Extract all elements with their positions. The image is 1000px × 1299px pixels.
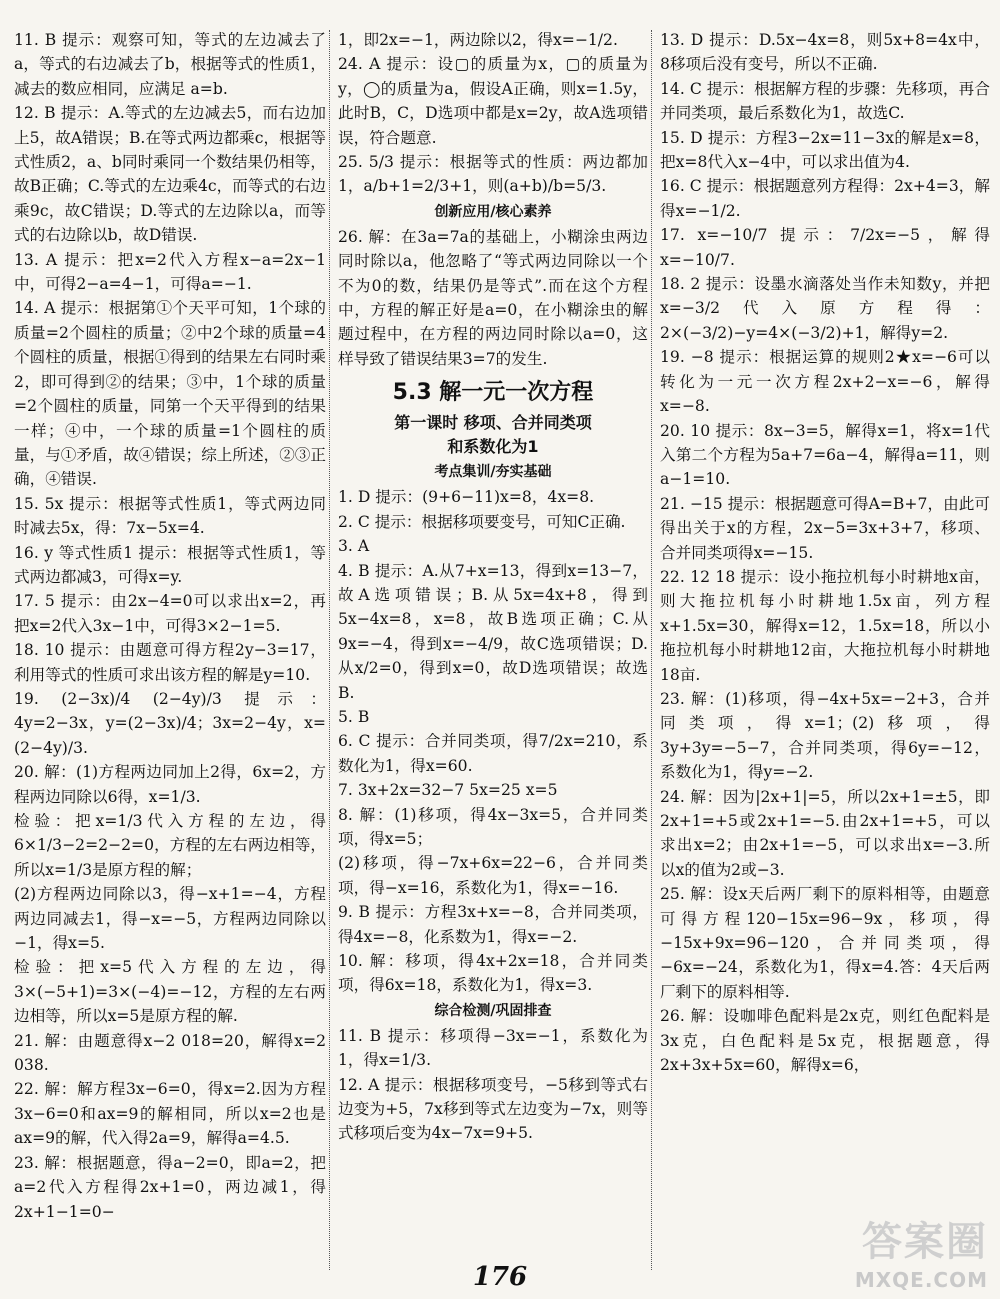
- answer-item: 检验：把x=5代入方程的左边，得3×(−5+1)=3×(−4)=−12，方程的左右两边相等，所以x=5是原方程的解.: [14, 958, 326, 1026]
- lesson-title: 第一课时 移项、合并同类项: [394, 413, 592, 433]
- answer-item: 1，即2x=−1，两边除以2，得x=−1/2.: [338, 31, 618, 49]
- answer-item: 13. A 提示：把x=2代入方程x−a=2x−1中，可得2−a=4−1，可得a=−1.: [14, 250, 326, 294]
- answer-item: 18. 2 提示：设墨水滴落处当作未知数y，并把x=−3/2代入原方程得：2×(−3/2)−y=4×(−3/2)+1，解得y=2.: [660, 275, 990, 342]
- answer-item: 1. D 提示：(9+6−11)x=8，4x=8.: [338, 488, 595, 507]
- answer-item: 17. x=−10/7 提示：7/2x=−5，解得x=−10/7.: [660, 226, 990, 269]
- answer-item: 6. C 提示：合并同类项，得7/2x=210，系数化为1，得x=60.: [338, 732, 648, 775]
- answer-item: 10. 解：移项，得4x+2x=18，合并同类项，得6x=18，系数化为1，得x=3.: [338, 952, 648, 995]
- answer-item: 4. B 提示：A.从7+x=13，得到x=13−7，故A选项错误；B.从5x=4x+8，得到5x−4x=8，x=8，故B选项正确；C.从9x=−4，得到x=−4/9，故C选项错误；D.从x/2=0，得到x=0，故D选项错误；故选B.: [338, 561, 648, 702]
- column-middle: [338, 28, 648, 1146]
- answer-item: 20. 10 提示：8x−3=5，解得x=1，将x=1代入第二个方程为5a+7=6a−4，解得a=11，则a−1=10.: [660, 421, 990, 489]
- answer-item: 11. B 提示：观察可知，等式的左边减去了a，等式的右边减去了b，根据等式的性质1，减去的数应相同，应满足 a=b.: [14, 31, 326, 98]
- answer-item: 3. A: [338, 537, 370, 556]
- answer-item: 20. 解：(1)方程两边同加上2得，6x=2，方程两边同除以6得，x=1/3.: [14, 763, 326, 806]
- answer-item: 14. A 提示：根据第①个天平可知，1个球的质量=2个圆柱的质量；②中2个球的质量=4个圆柱的质量，根据①得到的结果左右同时乘2，即可得到②的结果；③中，1个球的质量=2个圆柱的质量，同第一个天平得到的结果一样；④中，一个球的质量=1个圆柱的质量，与①矛盾，故④错误；综上所述，②③正确，④错误.: [14, 299, 326, 489]
- answer-item: 19. −8 提示：根据运算的规则2★x=−6可以转化为一元一次方程2x+2−x=−6，解得x=−8.: [660, 348, 990, 416]
- answer-item: 19. (2−3x)/4 (2−4y)/3 提示：4y=2−3x，y=(2−3x)/4；3x=2−4y，x=(2−4y)/3.: [14, 689, 326, 757]
- answer-item: 22. 12 18 提示：设小拖拉机每小时耕地x亩，则大拖拉机每小时耕地1.5x亩，列方程x+1.5x=30，解得x=12，1.5x=18，所以小拖拉机每小时耕地12亩，大拖拉机每小时耕地18亩.: [660, 567, 990, 684]
- answer-item: 21. −15 提示：根据题意可得A=B+7，由此可得出关于x的方程，2x−5=3x+3+7，移项、合并同类项得x=−15.: [660, 494, 990, 562]
- answer-item: 8. 解：(1)移项，得4x−3x=5，合并同类项，得x=5；: [338, 805, 648, 848]
- answer-item: 7. 3x+2x=32−7 5x=25 x=5: [338, 781, 558, 800]
- answer-item: 25. 5/3 提示：根据等式的性质：两边都加1，a/b+1=2/3+1，则(a+b)/b=5/3.: [338, 153, 648, 196]
- column-divider-left: [329, 30, 330, 1270]
- section-tag-innovation: 创新应用/核心素养: [434, 203, 552, 220]
- answer-item: 15. 5x 提示：根据等式性质1，等式两边同时减去5x，得：7x−5x=4.: [14, 494, 326, 538]
- answer-item: 23. 解：(1)移项，得−4x+5x=−2+3，合并同类项，得x=1；(2)移项，得3y+3y=−5−7，合并同类项，得6y=−12，系数化为1，得y=−2.: [660, 689, 990, 782]
- answer-item: 14. C 提示：根据解方程的步骤：先移项，再合并同类项，最后系数化为1，故选C.: [660, 79, 990, 123]
- answer-item: (2)方程两边同除以3，得−x+1=−4，方程两边同减去1，得−x=−5，方程两边同除以−1，得x=5.: [14, 885, 326, 953]
- lesson-title-line2: 和系数化为1: [447, 437, 539, 457]
- column-right: [660, 28, 990, 1077]
- answer-item: 26. 解：在3a=7a的基础上，小糊涂虫两边同时除以a，他忽略了“等式两边同除以一个不为0的数，结果仍是等式”.而在这个方程中，方程的解正好是a=0，在小糊涂虫的解题过程中，在方程的两边同时除以a=0，这样导致了错误结果3=7的发生.: [338, 227, 648, 368]
- column-left: [14, 28, 326, 1224]
- answer-item: 22. 解：解方程3x−6=0，得x=2.因为方程3x−6=0和ax=9的解相同，所以x=2也是ax=9的解，代入得2a=9，解得a=4.5.: [14, 1080, 326, 1148]
- answer-item: 24. A 提示：设▢的质量为x，▢的质量为y，◯的质量为a，假设A正确，则x=1.5y，此时B，C，D选项中都是x=2y，故A选项错误，符合题意.: [338, 55, 648, 147]
- watermark-site: MXQE.COM: [854, 1268, 988, 1292]
- column-divider-right: [651, 30, 652, 1270]
- answer-item: 检验：把x=1/3代入方程的左边，得6×1/3−2=2−2=0，方程的左右两边相等，所以x=1/3是原方程的解；: [14, 812, 326, 879]
- answer-item: 11. B 提示：移项得−3x=−1，系数化为1，得x=1/3.: [338, 1026, 648, 1070]
- answer-item: 24. 解：因为|2x+1|=5，所以2x+1=±5，即2x+1=+5或2x+1=−5.由2x+1=+5，可以求出x=2；由2x+1=−5，可以求出x=−3.所以x的值为2或−3.: [660, 787, 990, 879]
- answer-item: 21. 解：由题意得x−2 018=20，解得x=2 038.: [14, 1031, 326, 1075]
- answer-item: 12. A 提示：根据移项变号，−5移到等式右边变为+5，7x移到等式左边变为−7x，则等式移项后变为4x−7x=9+5.: [338, 1075, 648, 1143]
- answer-item: 18. 10 提示：由题意可得方程2y−3=17，利用等式的性质可求出该方程的解是y=10.: [14, 641, 326, 684]
- answer-item: 9. B 提示：方程3x+x=−8，合并同类项，得4x=−8，化系数为1，得x=−2.: [338, 903, 648, 946]
- answer-item: 13. D 提示：D.5x−4x=8，则5x+8=4x中，8移项后没有变号，所以不正确.: [660, 31, 990, 74]
- section-tag-basics: 考点集训/夯实基础: [434, 464, 552, 481]
- answer-item: 16. y 等式性质1 提示：根据等式性质1，等式两边都减3，可得x=y.: [14, 543, 326, 586]
- answer-item: 2. C 提示：根据移项要变号，可知C正确.: [338, 512, 626, 531]
- watermark-logo: 答案圈: [862, 1219, 988, 1265]
- answer-item: 17. 5 提示：由2x−4=0可以求出x=2，再把x=2代入3x−1中，可得3×2−1=5.: [14, 592, 326, 635]
- answer-item: 26. 解：设咖啡色配料是2x克，则红色配料是3x克，白色配料是5x克，根据题意，得2x+3x+5x=60，解得x=6，: [660, 1007, 990, 1075]
- answer-item: 25. 解：设x天后两厂剩下的原料相等，由题意可得方程120−15x=96−9x，移项，得−15x+9x=96−120，合并同类项，得−6x=−24，系数化为1，得x=4.答：4天后两厂剩下的原料相等.: [660, 885, 990, 1001]
- answer-item: 23. 解：根据题意，得a−2=0，即a=2，把a=2代入方程得2x+1=0，两边减1，得2x+1−1=0−: [14, 1153, 326, 1221]
- section-tag-review: 综合检测/巩固排查: [434, 1002, 552, 1019]
- answer-item: 12. B 提示：A.等式的左边减去5，而右边加上5，故A错误；B.在等式两边都乘c，根据等式性质2，a、b同时乘同一个数结果仍相等，故B正确；C.等式的左边乘4c，而等式的右边乘9c，故C错误；D.等式的左边除以a，而等式的右边除以b，故D错误.: [14, 104, 326, 245]
- answer-item: 15. D 提示：方程3−2x=11−3x的解是x=8，把x=8代入x−4中，可以求出值为4.: [660, 128, 990, 172]
- page-number: 176: [472, 1262, 528, 1292]
- answer-item: 16. C 提示：根据题意列方程得：2x+4=3，解得x=−1/2.: [660, 177, 990, 220]
- answer-item: (2)移项，得−7x+6x=22−6，合并同类项，得−x=16，系数化为1，得x=−16.: [338, 854, 648, 897]
- answer-item: 5. B: [338, 707, 370, 726]
- section-title: 5.3 解一元一次方程: [392, 380, 594, 406]
